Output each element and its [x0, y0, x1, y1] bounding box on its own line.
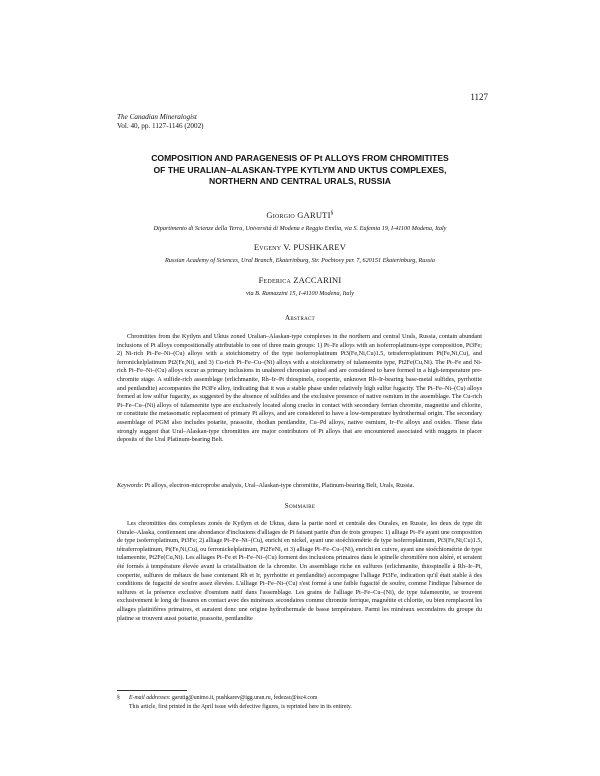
journal-name: The Canadian Mineralogist [117, 113, 197, 121]
footnote-email-text: : garutig@unimo.it, pushkarev@igg.uran.ru, fedezac@tsc4.com [168, 695, 318, 701]
keywords-text: : Pt alloys, electron-microprobe analysis, Ural–Alaskan-type chromitite, Platinum-bearing Belt, Urals, Russia. [141, 482, 415, 489]
title-line-1: COMPOSITION AND PARAGENESIS OF Pt ALLOYS FROM CHROMITITES [151, 153, 449, 163]
author-footnote-mark: § [330, 210, 334, 217]
abstract-text: Chromitites from the Kytlym and Uktus zoned Uralian–Alaskan-type complexes in the northern and central Urals, Russia, contain abundant inclusions of Pt alloys compositionally attributable to one of three main groups: 1) Pt–Fe alloys with an isoferroplatinum-type composition, Pt3Fe; 2) Ni-rich Pt–Fe–Ni–(Cu) alloys with a stoichiometry of the type isoferroplatinum Pt3(Fe,Ni,Cu)1.5, tetraferroplatinum Pt(Fe,Ni,Cu), and ferronickelplatinum Pt2(Fe,Ni), and 3) Cu-rich Pt–Fe–Cu–(Ni) alloys with a stoichiometry of tulameenite type, Pt2Fe(Cu,Ni). The Pt–Fe and Ni-rich Pt–Fe–Ni–(Cu) alloys occur as primary inclusions in unaltered chromian spinel and are considered to have formed in a high-temperature pre-chromite stage. A sulfide-rich assemblage (erlichmanite, Rh–Ir–Pt thiospinels, cooperite, unknown Rh–Ir-bearing base-metal sulfides, pyrrhotite and pentlandite) accompanies the Pt3Fe alloy, indicating that it was a stable phase under relatively high sulfur fugacity. The Pt–Fe–Ni–(Cu) alloys formed at low sulfur fugacity, as suggested by the absence of sulfides and the exclusive presence of native osmium in the assemblage. The Cu-rich Pt–Fe–Cu–(Ni) alloys of tulameenite type are exclusively located along cracks in contact with secondary ferrian chromite, magnetite and chlorite, or constitute the metasomatic replacement of primary Pt alloys, and are considered to have a low-temperature hydrothermal origin. The secondary assemblage of PGM also includes potarite, prassoite, rhodian pentlandite, Cu–Pd alloys, native osmium, Ir–Fe alloys and oxides. These data strongly suggest that Ural–Alaskan-type chromitites are major contributors of Pt alloys that are encountered associated with nuggets in placer deposits of the Ural Platinum-bearing Belt. [117, 333, 482, 444]
footnote-reprint: This article, first printed in the April issue with defective figures, is reprinted here in its entirety. [129, 704, 352, 710]
author-first-name: Evgeny V. [253, 242, 291, 252]
title-line-2: OF THE URALIAN–ALASKAN-TYPE KYTLYM AND UKTUS COMPLEXES, [153, 164, 447, 175]
sommaire-heading: Sommaire [284, 502, 316, 510]
title-line-3: NORTHERN AND CENTRAL URALS, RUSSIA [209, 176, 391, 186]
sommaire-text: Les chromitites des complexes zonés de Kytlym et de Uktus, dans la partie nord et centrale des Ourales, en Russie, les deux de type dit Ourale–Alaska, contiennent une abondance d'inclusions d'alliages de Pt faisant partie d'un de trois groupes: 1) alliage Pt–Fe ayant une composition de type isoferroplatinum, Pt3Fe; 2) alliage Pt–Fe–Ni–(Cu), enrichi en nickel, ayant une stoéchiométrie de type isoferroplatinum, Pt3(Fe,Ni,Cu)1.5, tétraferroplatinum, Pt(Fe,Ni,Cu), ou ferronickelplatinum, Pt2FeNi, et 3) alliage Pt–Fe–Cu–(Ni), enrichi en cuivre, ayant une stoéchiométrie de type tulameenite, Pt2Fe(Cu,Ni). Les alliages Pt–Fe et Pt–Fe–Ni–(Cu) forment des inclusions primaires dans le spinelle chromifère non altéré, et seraient été formés à température élevée avant la cristallisation de la chromite. Un assemblage riche en sulfures (erlichmanite, thiospinelle à Rh–Ir–Pt, cooperite, sulfures de métaux de base contenant Rh et Ir, pyrrhotite et pentlandite) accompagne l'alliage Pt3Fe, indication qu'il était stable à des conditions de fugacité de soufre assez élevées. L'alliage Pt–Fe–Ni–(Cu) s'est formé à une faible fugacité de soufre, comme l'indique l'absence de sulfures et la présence exclusive d'osmium natif dans l'assemblage. Les grains de l'alliage Pt–Fe–Cu–(Ni), de type tulameenite, se trouvent exclusivement le long de fissures en contact avec des minéraux secondaires comme chromite ferrique, magnétite et chlorite, ou bien remplacent les alliages platinifères primaires, et auraient donc une origine hydrothermale de basse température. Parmi les minéraux secondaires du groupe du platine se trouvent aussi potarite, prassoite, pentlandite [117, 520, 482, 622]
author-2 [100, 242, 500, 252]
keywords [117, 482, 482, 491]
page-number: 1127 [470, 92, 488, 102]
footnote-email [117, 694, 482, 702]
paper-title [110, 153, 490, 188]
keywords-label: Keywords [117, 482, 142, 489]
journal-volume: Vol. 40, pp. 1127-1146 (2002) [117, 122, 204, 130]
footnote-mark: § [117, 695, 120, 701]
footnote-rule [117, 690, 187, 691]
journal-citation [117, 113, 204, 131]
author-last-name: GARUTI [297, 210, 331, 220]
author-last-name: PUSHKAREV [293, 242, 347, 252]
author-last-name: ZACCARINI [293, 275, 342, 285]
author-first-name: Federica [258, 275, 291, 285]
affiliation-3: via B. Ramazzini 15, I-41100 Modena, Italy [246, 290, 354, 297]
author-1 [100, 210, 500, 220]
footnote-email-label: E-mail addresses [129, 695, 169, 701]
affiliation-1: Dipartimento di Scienze della Terra, Università di Modena e Reggio Emilia, via S. Eufemia 19, I-41100 Modena, Italy [153, 225, 447, 232]
author-first-name: Giorgio [266, 210, 295, 220]
abstract-heading: Abstract [285, 314, 315, 322]
author-3 [100, 275, 500, 285]
affiliation-2: Russian Academy of Sciences, Ural Branch, Ekaterinburg, Str. Pochtovy per. 7, 620151 Ekaterinburg, Russia [165, 257, 435, 264]
